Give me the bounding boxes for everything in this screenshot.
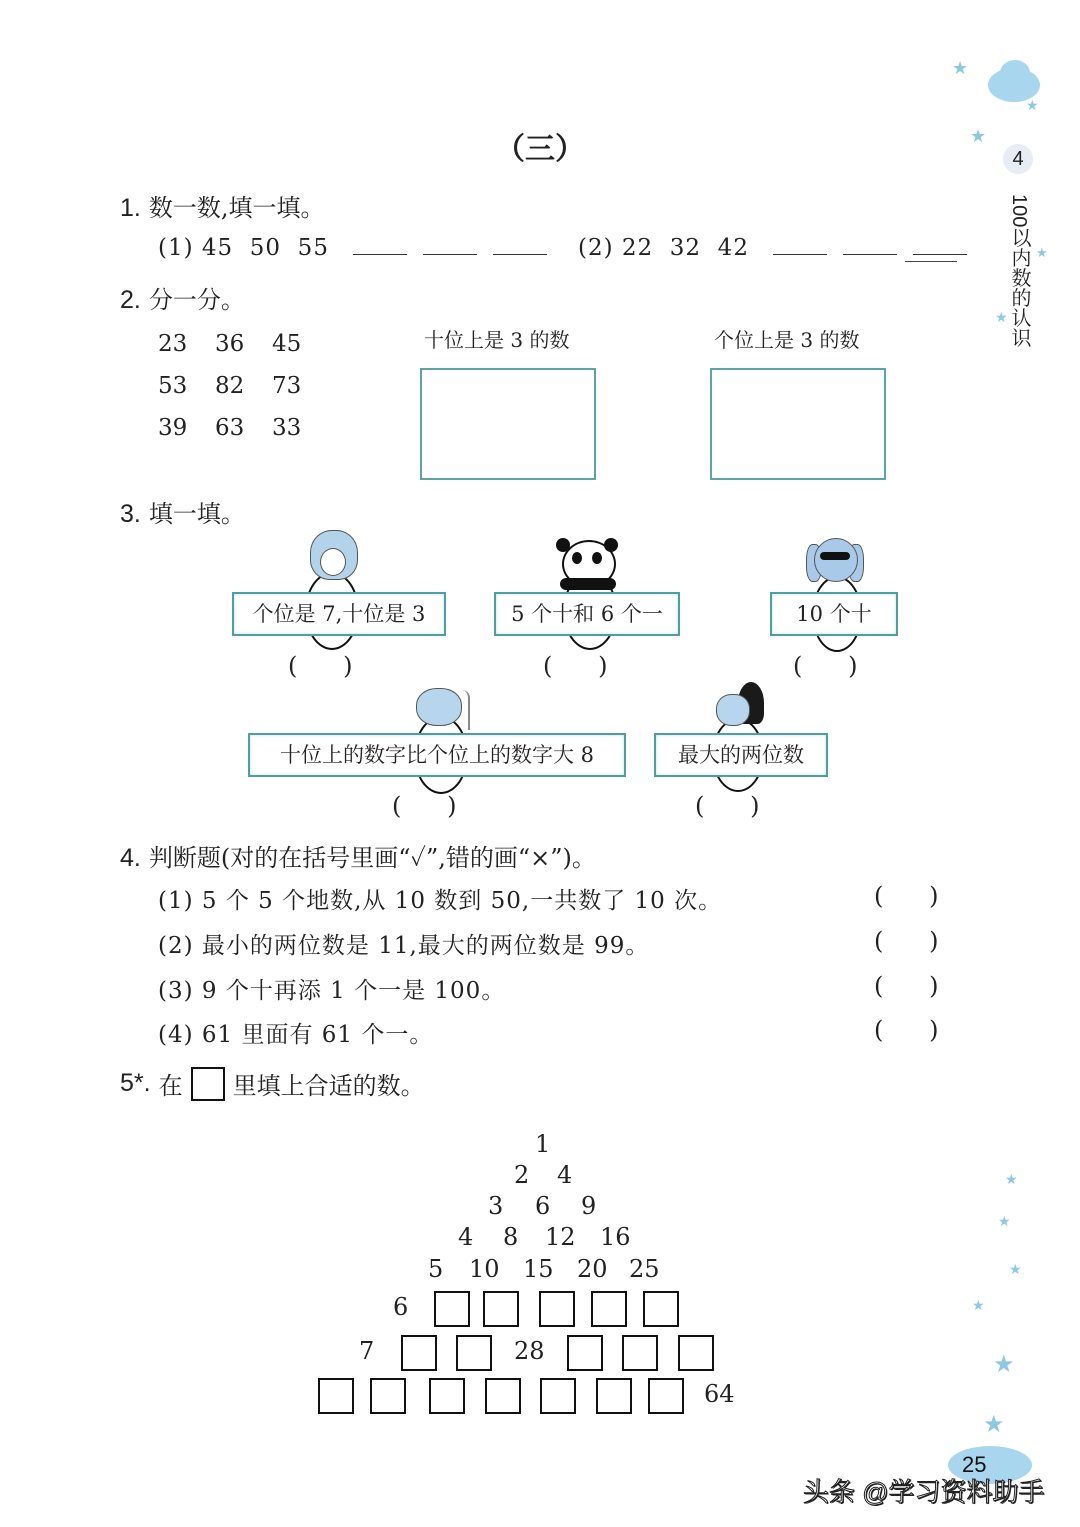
pyramid-number: 7 — [359, 1337, 375, 1365]
star-icon: ★ — [1005, 1172, 1018, 1188]
judgement-item — [158, 1016, 433, 1049]
pyramid-answer-box[interactable] — [318, 1378, 354, 1414]
sort-box-tens-3[interactable] — [420, 368, 596, 480]
grid-number: 73 — [272, 373, 302, 399]
number-grid — [158, 324, 329, 450]
star-icon: ★ — [1036, 246, 1048, 261]
star-icon: ★ — [970, 126, 987, 147]
answer-blank[interactable] — [773, 234, 827, 255]
cloud-icon — [1000, 60, 1030, 86]
question-1-heading — [120, 188, 325, 223]
panda-eye — [592, 552, 602, 564]
judgement-item — [158, 882, 722, 915]
section-title: （三） — [495, 133, 585, 166]
grid-row — [158, 408, 329, 450]
sort-box-ones-3[interactable] — [710, 368, 886, 480]
answer-parentheses[interactable]: ( ) — [543, 652, 608, 680]
answer-blank[interactable] — [913, 234, 967, 255]
answer-blank[interactable] — [843, 234, 897, 255]
star-icon: ★ — [993, 1350, 1015, 1378]
box-glyph-icon — [191, 1067, 225, 1101]
question-instruction: 填一填。 — [148, 500, 245, 528]
cat-tail — [460, 690, 470, 730]
answer-blank[interactable] — [493, 234, 547, 255]
item-text: 最小的两位数是 11,最大的两位数是 99。 — [201, 933, 650, 959]
card-text: 十位上的数字比个位上的数字大 8 — [279, 743, 595, 767]
answer-parentheses[interactable]: ( ) — [874, 1016, 939, 1044]
question-instruction: 在 — [158, 1072, 183, 1100]
pyramid-number: 10 — [469, 1255, 500, 1283]
grid-number: 23 — [158, 331, 188, 357]
grid-number: 82 — [215, 373, 245, 399]
question-5-heading — [120, 1066, 425, 1101]
question-number: 3. — [120, 500, 141, 528]
pyramid-number: 2 — [514, 1161, 530, 1189]
answer-parentheses[interactable]: ( ) — [793, 652, 858, 680]
pyramid-number: 64 — [704, 1380, 735, 1408]
answer-blank[interactable] — [423, 234, 477, 255]
pyramid-answer-box[interactable] — [483, 1291, 519, 1327]
card-largest-two-digit — [654, 733, 828, 777]
pyramid-answer-box[interactable] — [401, 1335, 437, 1371]
chapter-number: 4 — [1012, 148, 1024, 170]
pyramid-number: 6 — [535, 1192, 551, 1220]
question-number: 1. — [120, 194, 141, 222]
question-4-heading — [120, 838, 596, 873]
grid-row — [158, 366, 329, 408]
card-text: 10 个十 — [796, 602, 872, 626]
pyramid-number: 6 — [393, 1293, 409, 1321]
star-icon: ★ — [998, 1214, 1011, 1230]
answer-blank[interactable] — [353, 234, 407, 255]
part-label: (2) — [578, 235, 614, 261]
pyramid-answer-box[interactable] — [596, 1378, 632, 1414]
answer-parentheses[interactable]: ( ) — [695, 792, 760, 820]
star-icon: ★ — [995, 310, 1008, 326]
question-3-heading — [120, 494, 245, 529]
sort-box-label: 十位上是 3 的数 — [424, 328, 570, 352]
watermark: 头条 @学习资料助手 — [803, 1477, 1045, 1507]
card-text: 最大的两位数 — [678, 743, 804, 767]
item-text: 9 个十再添 1 个一是 100。 — [201, 978, 506, 1004]
number-sequence: 22 32 42 — [621, 235, 749, 261]
squirrel-icon — [716, 694, 750, 726]
part-label: (1) — [158, 235, 194, 261]
question-2-heading — [120, 280, 245, 315]
star-icon: ★ — [1026, 98, 1039, 114]
grid-number: 33 — [272, 415, 302, 441]
card-text: 5 个十和 6 个一 — [511, 602, 663, 626]
item-label: (4) — [158, 1022, 194, 1048]
q1-part-1 — [158, 234, 547, 261]
grid-number: 63 — [215, 415, 245, 441]
pyramid-answer-box[interactable] — [622, 1335, 658, 1371]
answer-parentheses[interactable]: ( ) — [874, 882, 939, 910]
item-label: (2) — [158, 933, 194, 959]
pyramid-answer-box[interactable] — [643, 1291, 679, 1327]
pyramid-number: 1 — [535, 1130, 551, 1158]
number-sequence: 45 50 55 — [201, 235, 329, 261]
sheep-face — [320, 548, 346, 576]
star-icon: ★ — [972, 1298, 985, 1314]
question-number: 5*. — [120, 1069, 151, 1097]
grid-number: 53 — [158, 373, 188, 399]
pyramid-number: 28 — [514, 1337, 545, 1365]
answer-parentheses[interactable]: ( ) — [874, 972, 939, 1000]
question-number: 4. — [120, 844, 141, 872]
pyramid-number: 15 — [523, 1255, 554, 1283]
panda-eye — [572, 552, 582, 564]
item-label: (3) — [158, 978, 194, 1004]
pyramid-answer-box[interactable] — [434, 1291, 470, 1327]
question-instruction: 里填上合适的数。 — [232, 1072, 425, 1100]
star-icon: ★ — [983, 1410, 1005, 1438]
pyramid-answer-box[interactable] — [539, 1291, 575, 1327]
pyramid-number: 8 — [503, 1223, 519, 1251]
card-text: 个位是 7,十位是 3 — [252, 602, 426, 626]
pyramid-number: 3 — [488, 1192, 504, 1220]
card-ones-7-tens-3 — [232, 592, 446, 636]
question-instruction: 数一数,填一填。 — [148, 194, 325, 222]
star-icon: ★ — [952, 58, 969, 79]
panda-ear — [604, 538, 618, 552]
margin-rule — [905, 261, 957, 262]
pyramid-number: 16 — [600, 1223, 631, 1251]
item-label: (1) — [158, 888, 194, 914]
grid-number: 45 — [272, 331, 302, 357]
dog-icon — [814, 538, 858, 582]
pyramid-answer-box[interactable] — [540, 1378, 576, 1414]
sort-box-label: 个位上是 3 的数 — [714, 328, 860, 352]
pyramid-number: 12 — [545, 1223, 576, 1251]
pyramid-answer-box[interactable] — [370, 1378, 406, 1414]
pyramid-answer-box[interactable] — [429, 1378, 465, 1414]
card-tens-greater-by-8 — [248, 733, 626, 777]
chapter-title: 100以内数的认识 — [1008, 194, 1030, 348]
star-icon: ★ — [1009, 1262, 1022, 1278]
pyramid-answer-box[interactable] — [485, 1378, 521, 1414]
panda-ear — [556, 538, 570, 552]
dog-eyes — [820, 552, 850, 560]
answer-parentheses[interactable]: ( ) — [392, 792, 457, 820]
card-5-tens-6-ones — [494, 592, 680, 636]
pyramid-number: 20 — [577, 1255, 608, 1283]
q1-part-2 — [578, 234, 967, 261]
question-number: 2. — [120, 286, 141, 314]
answer-parentheses[interactable]: ( ) — [288, 652, 353, 680]
pyramid-number: 4 — [458, 1223, 474, 1251]
pyramid-answer-box[interactable] — [648, 1378, 684, 1414]
grid-number: 36 — [215, 331, 245, 357]
item-text: 61 里面有 61 个一。 — [201, 1022, 434, 1048]
pyramid-number: 5 — [428, 1255, 444, 1283]
judgement-item — [158, 927, 649, 960]
panda-paws — [560, 578, 616, 590]
grid-row — [158, 324, 329, 366]
pyramid-number: 25 — [629, 1255, 660, 1283]
judgement-item — [158, 972, 505, 1005]
pyramid-answer-box[interactable] — [567, 1335, 603, 1371]
pyramid-number: 4 — [557, 1161, 573, 1189]
question-instruction: 分一分。 — [148, 286, 245, 314]
answer-parentheses[interactable]: ( ) — [874, 927, 939, 955]
card-10-tens — [770, 592, 898, 636]
grid-number: 39 — [158, 415, 188, 441]
question-instruction: 判断题(对的在括号里画“✓”,错的画“×”)。 — [148, 844, 596, 872]
pyramid-answer-box[interactable] — [591, 1291, 627, 1327]
page-number: 25 — [962, 1452, 987, 1477]
item-text: 5 个 5 个地数,从 10 数到 50,一共数了 10 次。 — [201, 888, 723, 914]
pyramid-number: 9 — [581, 1192, 597, 1220]
cat-icon — [416, 688, 462, 726]
pyramid-answer-box[interactable] — [456, 1335, 492, 1371]
chapter-number-badge — [1003, 144, 1033, 174]
pyramid-answer-box[interactable] — [678, 1335, 714, 1371]
